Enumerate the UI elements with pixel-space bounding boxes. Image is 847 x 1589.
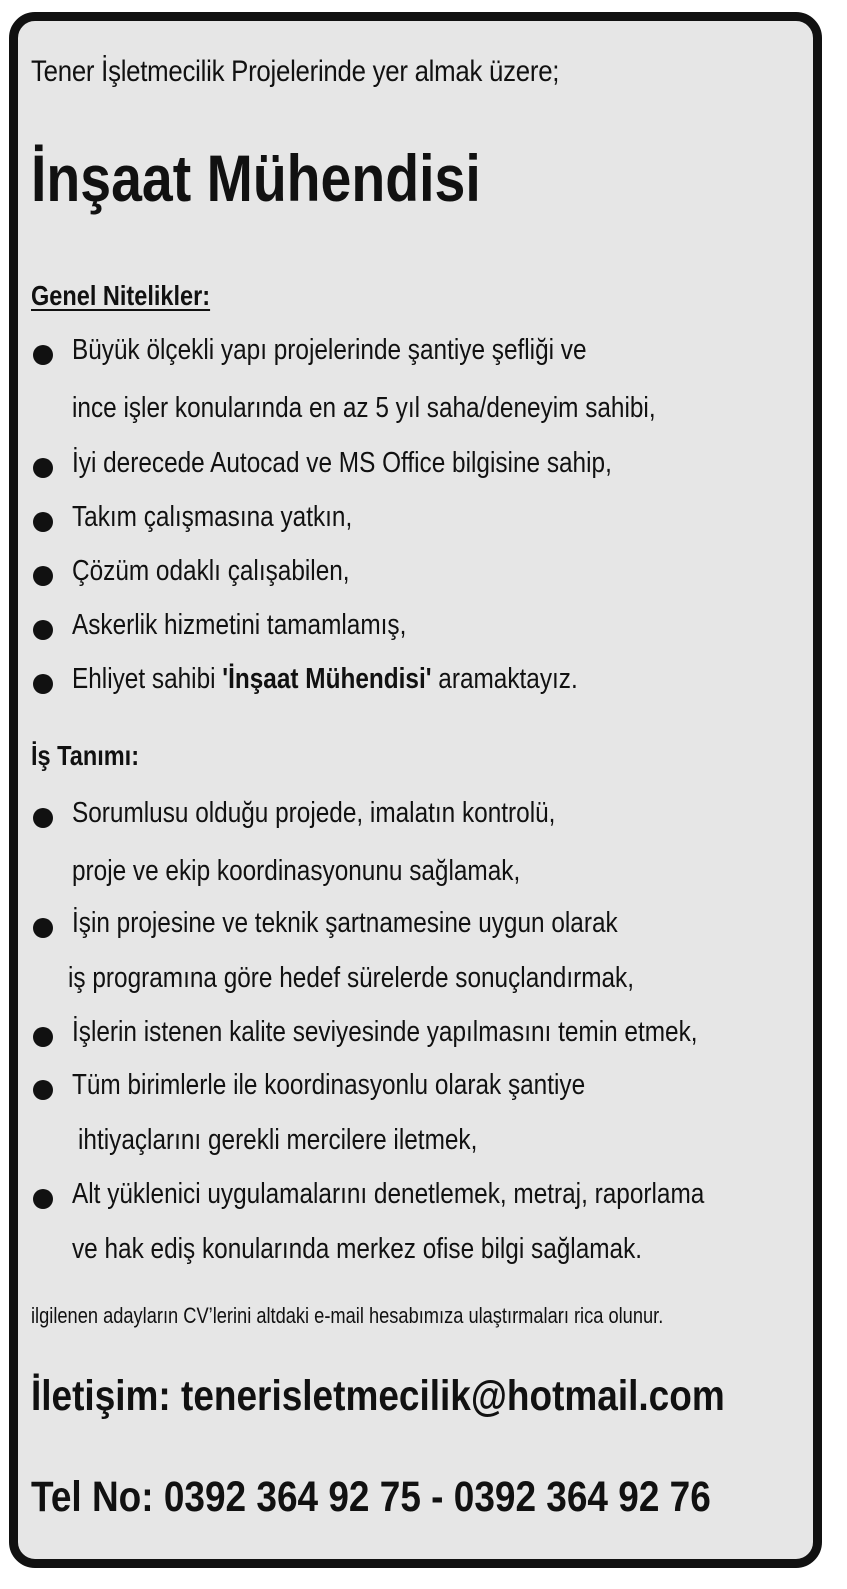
contact-email: İletişim: tenerisletmecilik@hotmail.com bbox=[31, 1372, 725, 1420]
bullet-icon bbox=[33, 1189, 53, 1209]
job-description-item-3: İşlerin istenen kalite seviyesinde yapılmasını temin etmek, bbox=[72, 1016, 698, 1048]
job-ad-card bbox=[9, 12, 822, 1568]
qualification-item-4: Çözüm odaklı çalışabilen, bbox=[72, 555, 350, 587]
job-description-heading: İş Tanımı: bbox=[31, 740, 140, 771]
qualification-item-5: Askerlik hizmetini tamamlamış, bbox=[72, 609, 407, 641]
bullet-icon bbox=[33, 512, 53, 532]
application-notice: ilgilenen adayların CV’lerini altdaki e-mail hesabımıza ulaştırmaları rica olunur. bbox=[31, 1303, 664, 1328]
job-description-item-1-line-1: Sorumlusu olduğu projede, imalatın kontrolü, bbox=[72, 797, 556, 829]
qualification-item-3: Takım çalışmasına yatkın, bbox=[72, 501, 353, 533]
bullet-icon bbox=[33, 458, 53, 478]
bullet-icon bbox=[33, 674, 53, 694]
qualifications-heading: Genel Nitelikler: bbox=[31, 280, 211, 311]
job-description-item-2-line-1: İşin projesine ve teknik şartnamesine uygun olarak bbox=[72, 907, 618, 939]
phone-numbers: Tel No: 0392 364 92 75 - 0392 364 92 76 bbox=[31, 1473, 711, 1521]
qualification-item-6 bbox=[72, 663, 578, 696]
bullet-icon bbox=[33, 1080, 53, 1100]
bullet-icon bbox=[33, 566, 53, 586]
bullet-icon bbox=[33, 808, 53, 828]
job-description-item-4-line-2: ihtiyaçlarını gerekli mercilere iletmek, bbox=[78, 1124, 478, 1156]
bullet-icon bbox=[33, 345, 53, 365]
bullet-icon bbox=[33, 620, 53, 640]
bullet-icon bbox=[33, 1027, 53, 1047]
job-description-item-4-line-1: Tüm birimlerle ile koordinasyonlu olarak şantiye bbox=[72, 1069, 586, 1101]
qualification-item-6-strong: 'İnşaat Mühendisi' bbox=[222, 663, 432, 695]
job-title: İnşaat Mühendisi bbox=[31, 141, 481, 215]
qualification-item-6-post: aramaktayız. bbox=[431, 663, 578, 695]
job-description-item-2-line-2: iş programına göre hedef sürelerde sonuçlandırmak, bbox=[68, 962, 635, 994]
qualification-item-1-line-2: ince işler konularında en az 5 yıl saha/deneyim sahibi, bbox=[72, 392, 656, 424]
job-description-item-5-line-1: Alt yüklenici uygulamalarını denetlemek, metraj, raporlama bbox=[72, 1178, 705, 1210]
qualification-item-6-pre: Ehliyet sahibi bbox=[72, 663, 223, 695]
intro-text: Tener İşletmecilik Projelerinde yer almak üzere; bbox=[31, 55, 560, 88]
bullet-icon bbox=[33, 918, 53, 938]
job-description-item-1-line-2: proje ve ekip koordinasyonunu sağlamak, bbox=[72, 855, 521, 887]
qualification-item-1-line-1: Büyük ölçekli yapı projelerinde şantiye şefliği ve bbox=[72, 334, 587, 366]
job-description-item-5-line-2: ve hak ediş konularında merkez ofise bilgi sağlamak. bbox=[72, 1233, 643, 1265]
qualification-item-2: İyi derecede Autocad ve MS Office bilgisine sahip, bbox=[72, 447, 612, 479]
